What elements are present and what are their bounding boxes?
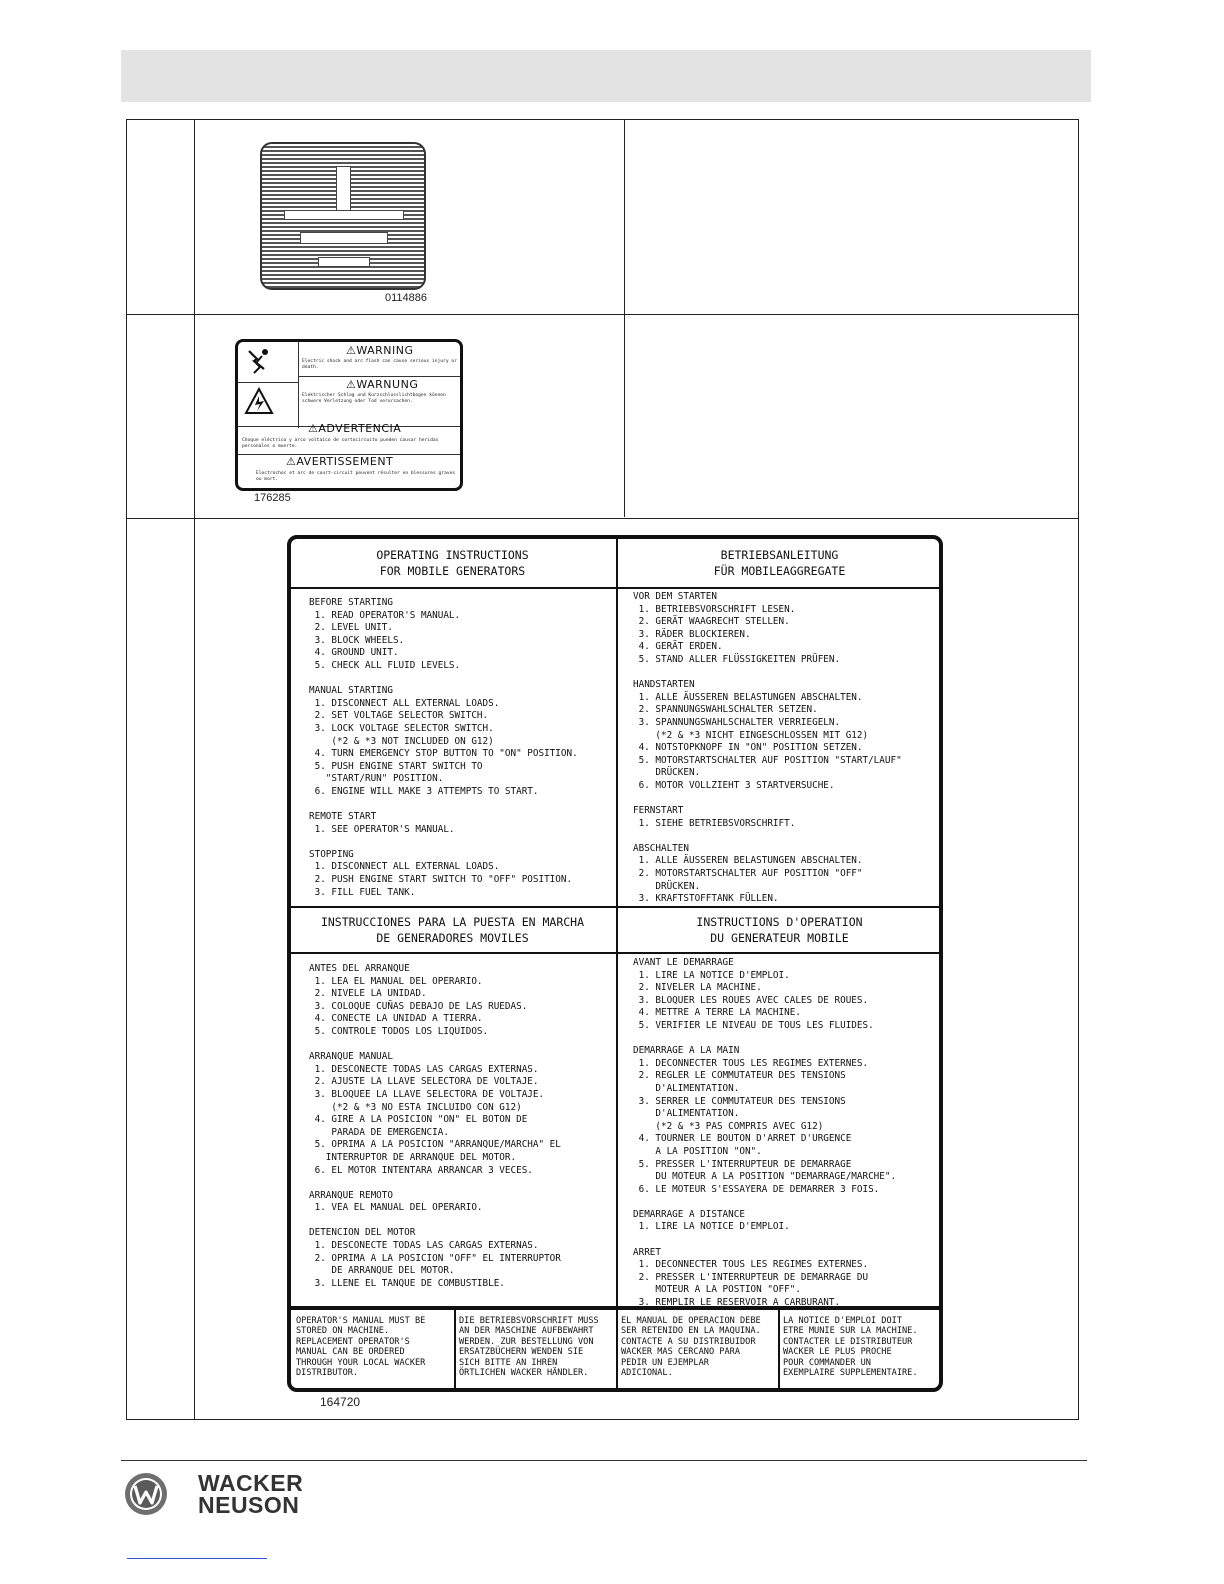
title-de (618, 547, 941, 579)
instructions-fr: AVANT LE DEMARRAGE 1. LIRE LA NOTICE D'EMPLOI. 2. NIVELER LA MACHINE. 3. BLOQUER LES ROUES AVEC CALES DE ROUES. 4. METTRE A TERRE LA MACHINE. 5. VERIFIER LE NIVEAU DE TOUS LES FLUIDES. DEMARRAGE A LA MAIN 1. DECONNECTER TOUS LES REGIMES EXTERNES. 2. REGLER LE COMMUTATEUR DES TENSIONS D'ALIMENTATION. 3. SERRER LE COMMUTATEUR DES TENSIONS D'ALIMENTATION. (*2 & *3 PAS COMPRIS AVEC G12) 4. TOURNER LE BOUTON D'ARRET D'URGENCE A LA POSITION "ON". 5. PRESSER L'INTERRUPTEUR DE DEMARRAGE DU MOTEUR A LA POSITION "DEMARRAGE/MARCHE". 6. LE MOTEUR S'ESSAYERA DE DEMARRER 3 FOIS. DEMARRAGE A DISTANCE 1. LIRE LA NOTICE D'EMPLOI. ARRET 1. DECONNECTER TOUS LES REGIMES EXTERNES. 2. PRESSER L'INTERRUPTEUR DE DEMARRAGE DU MOTEUR A LA POSTION "OFF". 3. REMPLIR LE RESERVOIR A CARBURANT. (633, 957, 897, 1309)
decal-2-sep-1 (298, 376, 460, 377)
symbol-bar-2 (300, 232, 388, 244)
decal-3-part-number: 164720 (320, 1395, 361, 1409)
column-divider-desc (624, 120, 625, 517)
title-en (291, 547, 614, 579)
row-divider-2 (127, 518, 1078, 519)
header-band (121, 50, 1091, 102)
instructions-de: VOR DEM STARTEN 1. BETRIEBSVORSCHRIFT LESEN. 2. GERÄT WAAGRECHT STELLEN. 3. RÄDER BLOCKIEREN. 4. GERÄT ERDEN. 5. STAND ALLER FLÜSSIGKEITEN PRÜFEN. HANDSTARTEN 1. ALLE ÄUSSEREN BELASTUNGEN ABSCHALTEN. 2. SPANNUNGSWAHLSCHALTER SETZEN. 3. SPANNUNGSWAHLSCHALTER VERRIEGELN. (*2 & *3 NICHT EINGESCHLOSSEN MIT G12) 4. NOTSTOPKNOPF IN "ON" POSITION SETZEN. 5. MOTORSTARTSCHALTER AUF POSITION "START/LAUF" DRÜCKEN. 6. MOTOR VOLLZIEHT 3 STARTVERSUCHE. FERNSTART 1. SIEHE BETRIEBSVORSCHRIFT. ABSCHALTEN 1. ALLE ÄUSSEREN BELASTUNGEN ABSCHALTEN. 2. MOTORSTARTSCHALTER AUF POSITION "OFF" DRÜCKEN. 3. KRAFTSTOFFTANK FÜLLEN. (633, 591, 902, 905)
electric-shock-icon (242, 346, 276, 376)
title-es (291, 914, 614, 946)
card-footer-div-3 (778, 1308, 780, 1388)
decal-2-icon-divider (238, 382, 298, 383)
decal-0114886 (260, 142, 426, 290)
wacker-neuson-logo-icon (124, 1472, 168, 1516)
title-es-line-1: INSTRUCCIONES PARA LA PUESTA EN MARCHA (320, 915, 585, 929)
warning-text-de: Elektrischer Schlag und Kurzschlusslichtbogen können schwere Verletzung oder Tod verursachen. (302, 393, 446, 404)
title-fr (618, 914, 941, 946)
card-footer-div-2 (616, 1308, 618, 1388)
title-fr-line-2: DU GENERATEUR MOBILE (710, 931, 849, 945)
warning-text-fr: Electrochoc et arc de court-circuit peuvent résulter en blessures graves ou mort. (256, 471, 456, 482)
warning-text-en: Electric shock and arc flash can cause serious injury or death. (302, 359, 457, 370)
brand-line-2: NEUSON (198, 1492, 300, 1518)
link-underline[interactable] (127, 1558, 267, 1559)
decal-176285 (235, 339, 463, 491)
decal-164720-operating-instructions (287, 535, 943, 1392)
decal-1-part-number: 0114886 (385, 292, 428, 304)
row-divider-1 (127, 314, 1078, 315)
warning-heading-en: ⚠WARNING (346, 344, 414, 357)
card-footer-div-1 (454, 1308, 456, 1388)
footer-note-de: DIE BETRIEBSVORSCHRIFT MUSS AN DER MASCHINE AUFBEWAHRT WERDEN. ZUR BESTELLUNG VON ERSATZBÜCHERN WENDEN SIE SICH BITTE AN IHREN ÖRTLICHEN WACKER HÄNDLER. (459, 1316, 599, 1379)
symbol-bar-1 (284, 210, 404, 220)
warning-heading-es: ⚠ADVERTENCIA (308, 422, 402, 435)
card-title-divider-top (291, 587, 939, 589)
instructions-en: BEFORE STARTING 1. READ OPERATOR'S MANUAL. 2. LEVEL UNIT. 3. BLOCK WHEELS. 4. GROUND UNIT. 5. CHECK ALL FLUID LEVELS. MANUAL STARTING 1. DISCONNECT ALL EXTERNAL LOADS. 2. SET VOLTAGE SELECTOR SWITCH. 3. LOCK VOLTAGE SELECTOR SWITCH. (*2 & *3 NOT INCLUDED ON G12) 4. TURN EMERGENCY STOP BUTTON TO "ON" POSITION. 5. PUSH ENGINE START SWITCH TO "START/RUN" POSITION. 6. ENGINE WILL MAKE 3 ATTEMPTS TO START. REMOTE START 1. SEE OPERATOR'S MANUAL. STOPPING 1. DISCONNECT ALL EXTERNAL LOADS. 2. PUSH ENGINE START SWITCH TO "OFF" POSITION. 3. FILL FUEL TANK. (309, 597, 578, 898)
title-de-line-2: FÜR MOBILEAGGREGATE (713, 564, 846, 578)
brand-wordmark (198, 1472, 303, 1516)
footer-note-fr: LA NOTICE D'EMPLOI DOIT ETRE MUNIE SUR LA MACHINE. CONTACTER LE DISTRIBUTEUR WACKER LE PLUS PROCHE POUR COMMANDER UN EXEMPLAIRE SUPPLEMENTAIRE. (783, 1316, 918, 1379)
footer-note-es: EL MANUAL DE OPERACION DEBE SER RETENIDO EN LA MAQUINA. CONTACTE A SU DISTRIBUIDOR WACKER MAS CERCANO PARA PEDIR UN EJEMPLAR ADICIONAL. (621, 1316, 761, 1379)
title-de-line-1: BETRIEBSANLEITUNG (720, 548, 839, 562)
footer-rule (121, 1460, 1087, 1461)
title-en-line-1: OPERATING INSTRUCTIONS (376, 548, 529, 562)
warning-heading-de: ⚠WARNUNG (346, 378, 419, 391)
title-en-line-2: FOR MOBILE GENERATORS (379, 564, 526, 578)
title-es-line-2: DE GENERADORES MOVILES (376, 931, 529, 945)
footer-note-en: OPERATOR'S MANUAL MUST BE STORED ON MACHINE. REPLACEMENT OPERATOR'S MANUAL CAN BE ORDERED THROUGH YOUR LOCAL WACKER DISTRIBUTOR. (296, 1316, 426, 1379)
decal-2-icon-column (298, 342, 299, 428)
symbol-bar-3 (318, 257, 370, 267)
warning-heading-fr: ⚠AVERTISSEMENT (286, 455, 394, 468)
card-mid-divider (291, 906, 939, 908)
warning-text-es: Choque eléctrico y arco voltaico de cortocircuito pueden causar heridas personales o muerte. (242, 438, 439, 449)
title-fr-line-1: INSTRUCTIONS D'OPERATION (696, 915, 863, 929)
label-table (126, 119, 1079, 1420)
brand-line-1: WACKER (198, 1470, 304, 1496)
card-title-divider-bottom (291, 952, 939, 954)
instructions-es: ANTES DEL ARRANQUE 1. LEA EL MANUAL DEL OPERARIO. 2. NIVELE LA UNIDAD. 3. COLOQUE CUÑAS DEBAJO DE LAS RUEDAS. 4. CONECTE LA UNIDAD A TIERRA. 5. CONTROLE TODOS LOS LIQUIDOS. ARRANQUE MANUAL 1. DESCONECTE TODAS LAS CARGAS EXTERNAS. 2. AJUSTE LA LLAVE SELECTORA DE VOLTAJE. 3. BLOQUEE LA LLAVE SELECTORA DE VOLTAJE. (*2 & *3 NO ESTA INCLUIDO CON G12) 4. GIRE A LA POSICION "ON" EL BOTON DE PARADA DE EMERGENCIA. 5. OPRIMA A LA POSICION "ARRANQUE/MARCHA" EL INTERRUPTOR DE ARRANQUE DEL MOTOR. 6. EL MOTOR INTENTARA ARRANCAR 3 VECES. ARRANQUE REMOTO 1. VEA EL MANUAL DEL OPERARIO. DETENCION DEL MOTOR 1. DESCONECTE TODAS LAS CARGAS EXTERNAS. 2. OPRIMA A LA POSICION "OFF" EL INTERRUPTOR DE ARRANQUE DEL MOTOR. 3. LLENE EL TANQUE DE COMBUSTIBLE. (309, 963, 561, 1289)
decal-2-part-number: 176285 (254, 492, 291, 504)
arc-flash-icon (242, 386, 276, 416)
